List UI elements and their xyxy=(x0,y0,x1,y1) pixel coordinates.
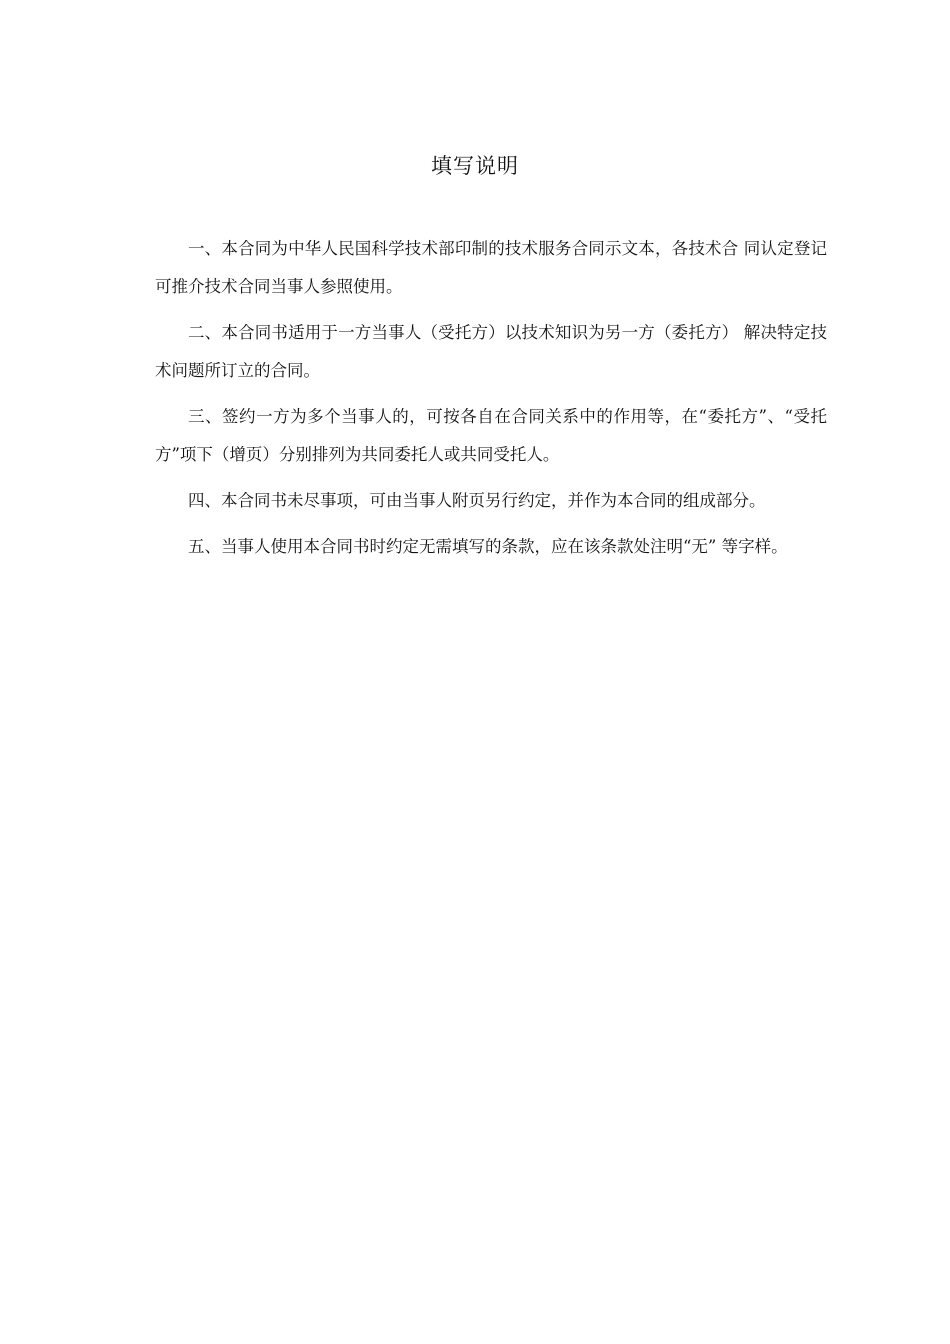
instruction-paragraph-3: 三、签约一方为多个当事人的，可按各自在合同关系中的作用等，在“委托方”、“受托方”项下（增页）分别排列为共同委托人或共同受托人。 xyxy=(155,407,827,464)
instruction-paragraph-2: 二、本合同书适用于一方当事人（受托方）以技术知识为另一方（委托方） 解决特定技术问题所订立的合同。 xyxy=(155,323,827,380)
page-title: 填写说明 xyxy=(431,154,519,178)
instruction-paragraph-1: 一、本合同为中华人民国科学技术部印制的技术服务合同示文本，各技术合 同认定登记可推介技术合同当事人参照使用。 xyxy=(155,239,827,296)
instructions-body xyxy=(155,230,827,574)
instruction-paragraph-4: 四、本合同书未尽事项，可由当事人附页另行约定，并作为本合同的组成部分。 xyxy=(188,491,766,510)
instruction-paragraph-5: 五、当事人使用本合同书时约定无需填写的条款，应在该条款处注明“无” 等字样。 xyxy=(188,537,788,556)
